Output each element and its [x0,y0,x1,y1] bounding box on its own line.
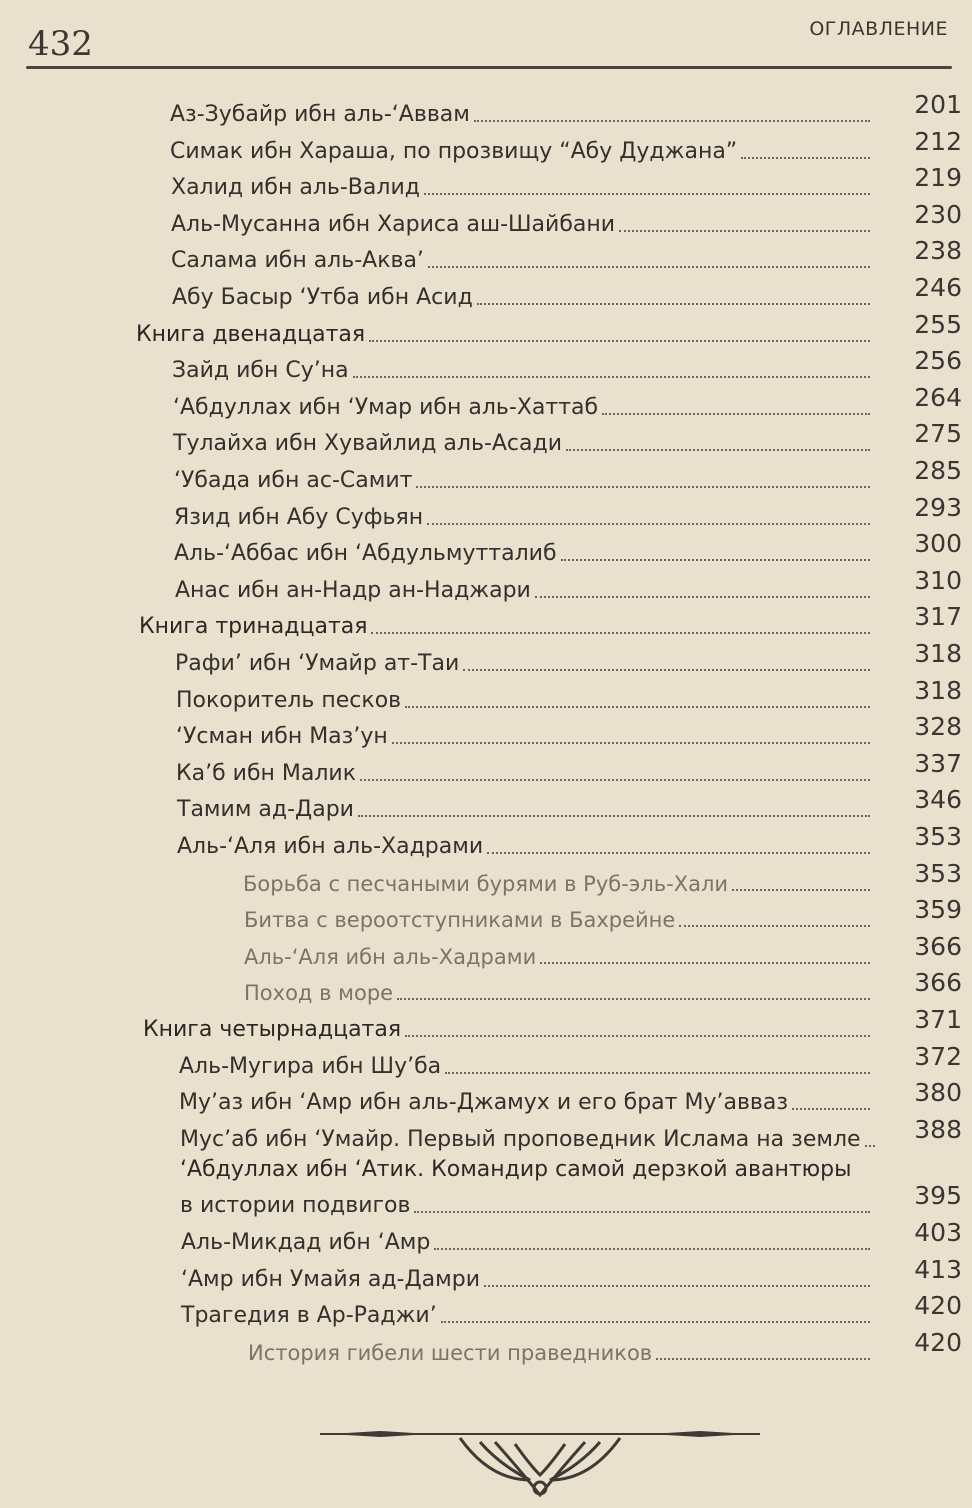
toc-page-number: 293 [914,492,962,522]
dot-leader [732,889,870,891]
toc-entry-title: Тулайха ибн Хувайлид аль-Асади [173,431,563,457]
toc-entry-title: История гибели шести праведников [248,1340,653,1365]
toc-entry-title: Анас ибн ан-Надр ан-Наджари [175,577,531,603]
toc-page-number: 346 [914,785,962,815]
toc-entry[interactable] [172,346,962,384]
toc-page-number: 366 [914,931,962,961]
toc-page-number: 380 [914,1078,962,1108]
toc-entry-title: Аль-Микдад ибн ‘Амр [181,1230,431,1255]
toc-entry[interactable] [171,163,962,201]
dot-leader [434,1248,870,1250]
dot-leader [392,742,870,744]
dot-leader [865,1145,875,1147]
dot-leader [619,230,870,232]
dot-leader [484,1285,870,1287]
toc-entry[interactable] [244,931,962,970]
toc-entry[interactable] [180,1114,962,1153]
running-head: ОГЛАВЛЕНИЕ [809,18,948,40]
dot-leader [535,596,870,598]
toc-page-number: 310 [914,565,962,595]
toc-entry-title: Покоритель песков [176,687,402,713]
dot-leader [427,523,870,525]
toc-entry-title: Аль-‘Аля ибн аль-Хадрами [177,834,484,859]
toc-entry-title-line1: ‘Абдуллах ибн ‘Атик. Командир самой дерзкой авантюры [180,1157,852,1183]
toc-entry[interactable] [175,565,962,604]
dot-leader [371,632,870,634]
toc-entry[interactable] [174,492,962,531]
toc-entry[interactable] [174,529,962,567]
header-rule [26,66,952,69]
toc-page-number: 366 [914,968,962,998]
toc-entry-title: Аз-Зубайр ибн аль-‘Аввам [170,102,470,127]
toc-entry[interactable] [170,90,962,128]
toc-entry-title: Аль-‘Аля ибн аль-Хадрами [244,944,537,969]
toc-entry-title: Абу Басыр ‘Утба ибн Асид [172,285,473,310]
dot-leader [741,157,870,159]
dot-leader [405,1035,870,1037]
toc-entry[interactable] [181,1254,962,1293]
toc-book-heading[interactable] [136,309,962,348]
toc-entry[interactable] [171,236,962,274]
toc-page-number: 300 [914,529,962,559]
toc-page-number: 285 [914,456,962,485]
toc-entry[interactable] [173,382,962,421]
toc-entry-title: ‘Амр ибн Умайя ад-Дамри [181,1266,481,1292]
toc-entry[interactable] [177,822,962,860]
toc-entry[interactable] [170,126,962,165]
dot-leader [602,413,870,415]
toc-entry-title: Рафи’ ибн ‘Умайр ат-Таи [175,651,460,676]
toc-entry-title: Язид ибн Абу Суфьян [174,504,424,530]
toc-entry[interactable] [171,199,962,238]
toc-page-number: 359 [914,895,962,925]
toc-page-number: 246 [914,273,962,302]
dot-leader [414,1211,870,1213]
dot-leader [540,962,870,964]
dot-leader [656,1358,870,1360]
dot-leader [477,303,870,305]
toc-entry-title: Битва с вероотступниками в Бахрейне [244,908,676,933]
toc-page-number: 328 [914,712,962,742]
toc-page-number: 337 [914,748,962,778]
toc-entry-title: Тамим ад-Дари [177,797,354,823]
dot-leader [679,925,870,927]
toc-entry[interactable] [244,968,962,1006]
toc-entry[interactable] [180,1181,962,1219]
dot-leader [561,559,870,561]
toc-page-number: 388 [914,1114,962,1144]
dot-leader [463,669,870,671]
dot-leader [487,852,870,854]
toc-page-number: 212 [914,126,962,156]
toc-entry[interactable] [248,1327,962,1366]
toc-entry-title: Му’аз ибн ‘Амр ибн аль-Джамух и его брат Му’авваз [179,1090,789,1116]
dot-leader [445,1072,870,1074]
toc-entry-title: Книга тринадцатая [139,614,368,640]
toc-entry[interactable] [243,858,962,897]
toc-entry-title: Аль-Мусанна ибн Хариса аш-Шайбани [171,211,616,237]
toc-entry[interactable] [177,785,962,823]
toc-entry-title: Симак ибн Хараша, по прозвищу “Абу Дуджана” [170,138,738,164]
toc-page-number: 255 [914,309,962,339]
toc-page-number: 413 [914,1254,962,1284]
dot-leader [360,779,870,781]
toc-entry-title: Ка’б ибн Малик [176,760,357,786]
toc-entry[interactable] [176,712,962,750]
decorative-ornament-icon [320,1420,760,1500]
toc-entry-title: Зайд ибн Су’на [172,358,349,384]
dot-leader [792,1108,870,1110]
dot-leader [441,1321,870,1323]
toc-entry[interactable] [172,273,962,311]
toc-entry-title: Мус’аб ибн ‘Умайр. Первый проповедник Ислама на земле [180,1126,861,1152]
toc-entry[interactable] [173,419,962,457]
dot-leader [416,486,870,488]
dot-leader [358,815,870,817]
toc-entry[interactable] [174,456,962,494]
toc-page-number: 372 [914,1041,962,1071]
toc-entry[interactable] [175,639,962,677]
toc-entry-title: Халид ибн аль-Валид [171,175,420,201]
dot-leader [405,706,870,708]
dot-leader [428,266,870,268]
dot-leader [566,449,870,451]
toc-entry-title: Аль-Мугира ибн Шу’ба [179,1053,442,1079]
toc-page-number: 403 [914,1218,962,1247]
toc-page-number: 264 [914,382,962,412]
toc-entry-title: Трагедия в Ар-Раджи’ [181,1303,437,1329]
toc-page-number: 318 [914,639,962,668]
toc-page-number: 420 [914,1327,962,1357]
toc-entry-title: Аль-‘Аббас ибн ‘Абдульмутталиб [174,541,557,567]
toc-entry-title: Книга четырнадцатая [143,1017,402,1042]
toc-entry-title: ‘Абдуллах ибн ‘Умар ибн аль-Хаттаб [173,394,599,420]
toc-page-number: 256 [914,346,962,376]
toc-page-number: 201 [914,90,962,119]
toc-page-number: 353 [914,858,962,888]
toc-entry-title: Книга двенадцатая [136,321,366,347]
toc-book-heading[interactable] [143,1005,962,1043]
toc-entry-title: в истории подвигов [180,1193,411,1219]
toc-page-number: 420 [914,1291,962,1321]
toc-entry[interactable] [181,1218,962,1256]
toc-page-number: 219 [914,163,962,193]
toc-page-number: 317 [914,602,962,632]
dot-leader [397,998,870,1000]
toc-entry[interactable] [176,748,962,787]
toc-entry[interactable] [179,1041,962,1080]
toc-entry-title: Борьба с песчаными бурями в Руб-эль-Хали [243,871,729,896]
toc-entry[interactable] [179,1078,962,1116]
page-number: 432 [28,24,93,64]
toc-page-number: 353 [914,822,962,851]
toc-entry-title: Поход в море [244,981,394,1006]
toc-entry[interactable] [176,675,962,714]
dot-leader [353,376,870,378]
toc-page-number: 238 [914,236,962,266]
toc-page-number: 230 [914,199,962,229]
dot-leader [369,340,870,342]
dot-leader [474,120,870,122]
toc-entry-title: ‘Усман ибн Маз’ун [176,724,388,750]
dot-leader [424,193,870,195]
toc-entry-title: ‘Убада ибн ас-Самит [174,468,413,493]
toc-page-number: 275 [914,419,962,449]
toc-entry[interactable] [181,1291,962,1329]
toc-entry[interactable] [244,895,962,933]
toc-page-number: 318 [914,675,962,705]
toc-entry-title: Салама ибн аль-Аква’ [171,248,424,274]
toc-book-heading[interactable] [139,602,962,640]
toc-page-number: 395 [914,1181,962,1211]
toc-page-number: 371 [914,1005,962,1034]
